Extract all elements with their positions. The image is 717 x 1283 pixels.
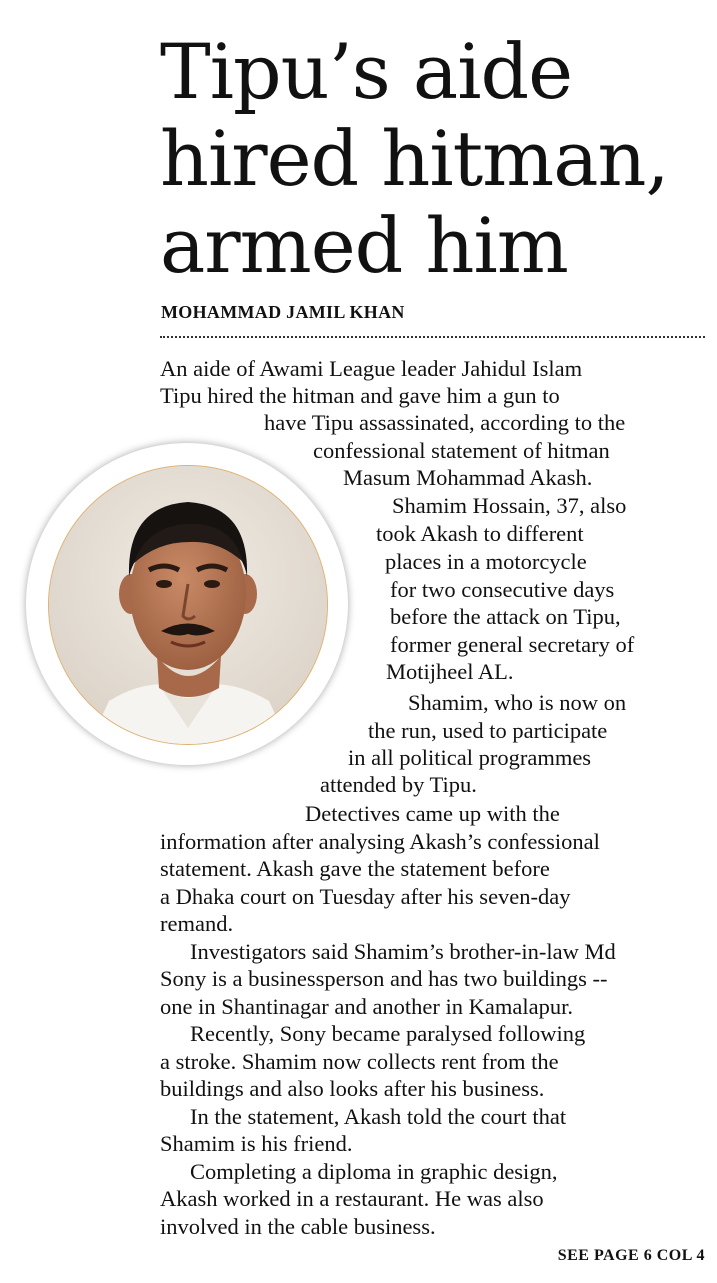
- body-line: before the attack on Tipu,: [390, 604, 621, 629]
- body-line: An aide of Awami League leader Jahidul Islam: [160, 356, 583, 381]
- body-line: Completing a diploma in graphic design,: [190, 1159, 558, 1184]
- body-line: involved in the cable business.: [160, 1214, 436, 1239]
- body-line: remand.: [160, 911, 234, 936]
- body-line: Tipu hired the hitman and gave him a gun to: [160, 383, 560, 408]
- headline-line: hired hitman,: [160, 114, 669, 203]
- body-line: Shamim, who is now on: [408, 690, 627, 715]
- body-line: Motijheel AL.: [386, 659, 514, 684]
- body-line: buildings and also looks after his business.: [160, 1076, 545, 1101]
- body-line: a stroke. Shamim now collects rent from the: [160, 1049, 559, 1074]
- body-line: took Akash to different: [376, 521, 584, 546]
- body-line: Akash worked in a restaurant. He was also: [160, 1186, 544, 1211]
- body-line: a Dhaka court on Tuesday after his seven-day: [160, 884, 571, 909]
- portrait-photo-frame: [26, 443, 348, 765]
- body-line: Sony is a businessperson and has two buildings --: [160, 966, 608, 991]
- body-line: Shamim Hossain, 37, also: [392, 493, 627, 518]
- headline: [160, 28, 700, 289]
- body-line: attended by Tipu.: [320, 772, 477, 797]
- continuation-jump-link: SEE PAGE 6 COL 4: [557, 1247, 705, 1264]
- byline-divider: [160, 336, 705, 338]
- body-line: Masum Mohammad Akash.: [343, 465, 593, 490]
- body-line: places in a motorcycle: [385, 549, 587, 574]
- headline-line: armed him: [160, 201, 568, 290]
- portrait-photo: [48, 465, 328, 745]
- body-line: Recently, Sony became paralysed following: [190, 1021, 586, 1046]
- body-line: the run, used to participate: [368, 718, 608, 743]
- body-line: Detectives came up with the: [305, 801, 560, 826]
- body-line: have Tipu assassinated, according to the: [264, 410, 626, 435]
- byline: MOHAMMAD JAMIL KHAN: [161, 302, 405, 322]
- body-line: Investigators said Shamim’s brother-in-law Md: [190, 939, 616, 964]
- body-line: for two consecutive days: [390, 577, 615, 602]
- body-line: statement. Akash gave the statement before: [160, 856, 550, 881]
- body-line: In the statement, Akash told the court that: [190, 1104, 567, 1129]
- body-line: information after analysing Akash’s confessional: [160, 829, 600, 854]
- body-line: in all political programmes: [348, 745, 592, 770]
- body-line: confessional statement of hitman: [313, 438, 610, 463]
- body-line: one in Shantinagar and another in Kamalapur.: [160, 994, 573, 1019]
- headline-line: Tipu’s aide: [160, 27, 573, 116]
- body-line: Shamim is his friend.: [160, 1131, 353, 1156]
- body-line: former general secretary of: [390, 632, 635, 657]
